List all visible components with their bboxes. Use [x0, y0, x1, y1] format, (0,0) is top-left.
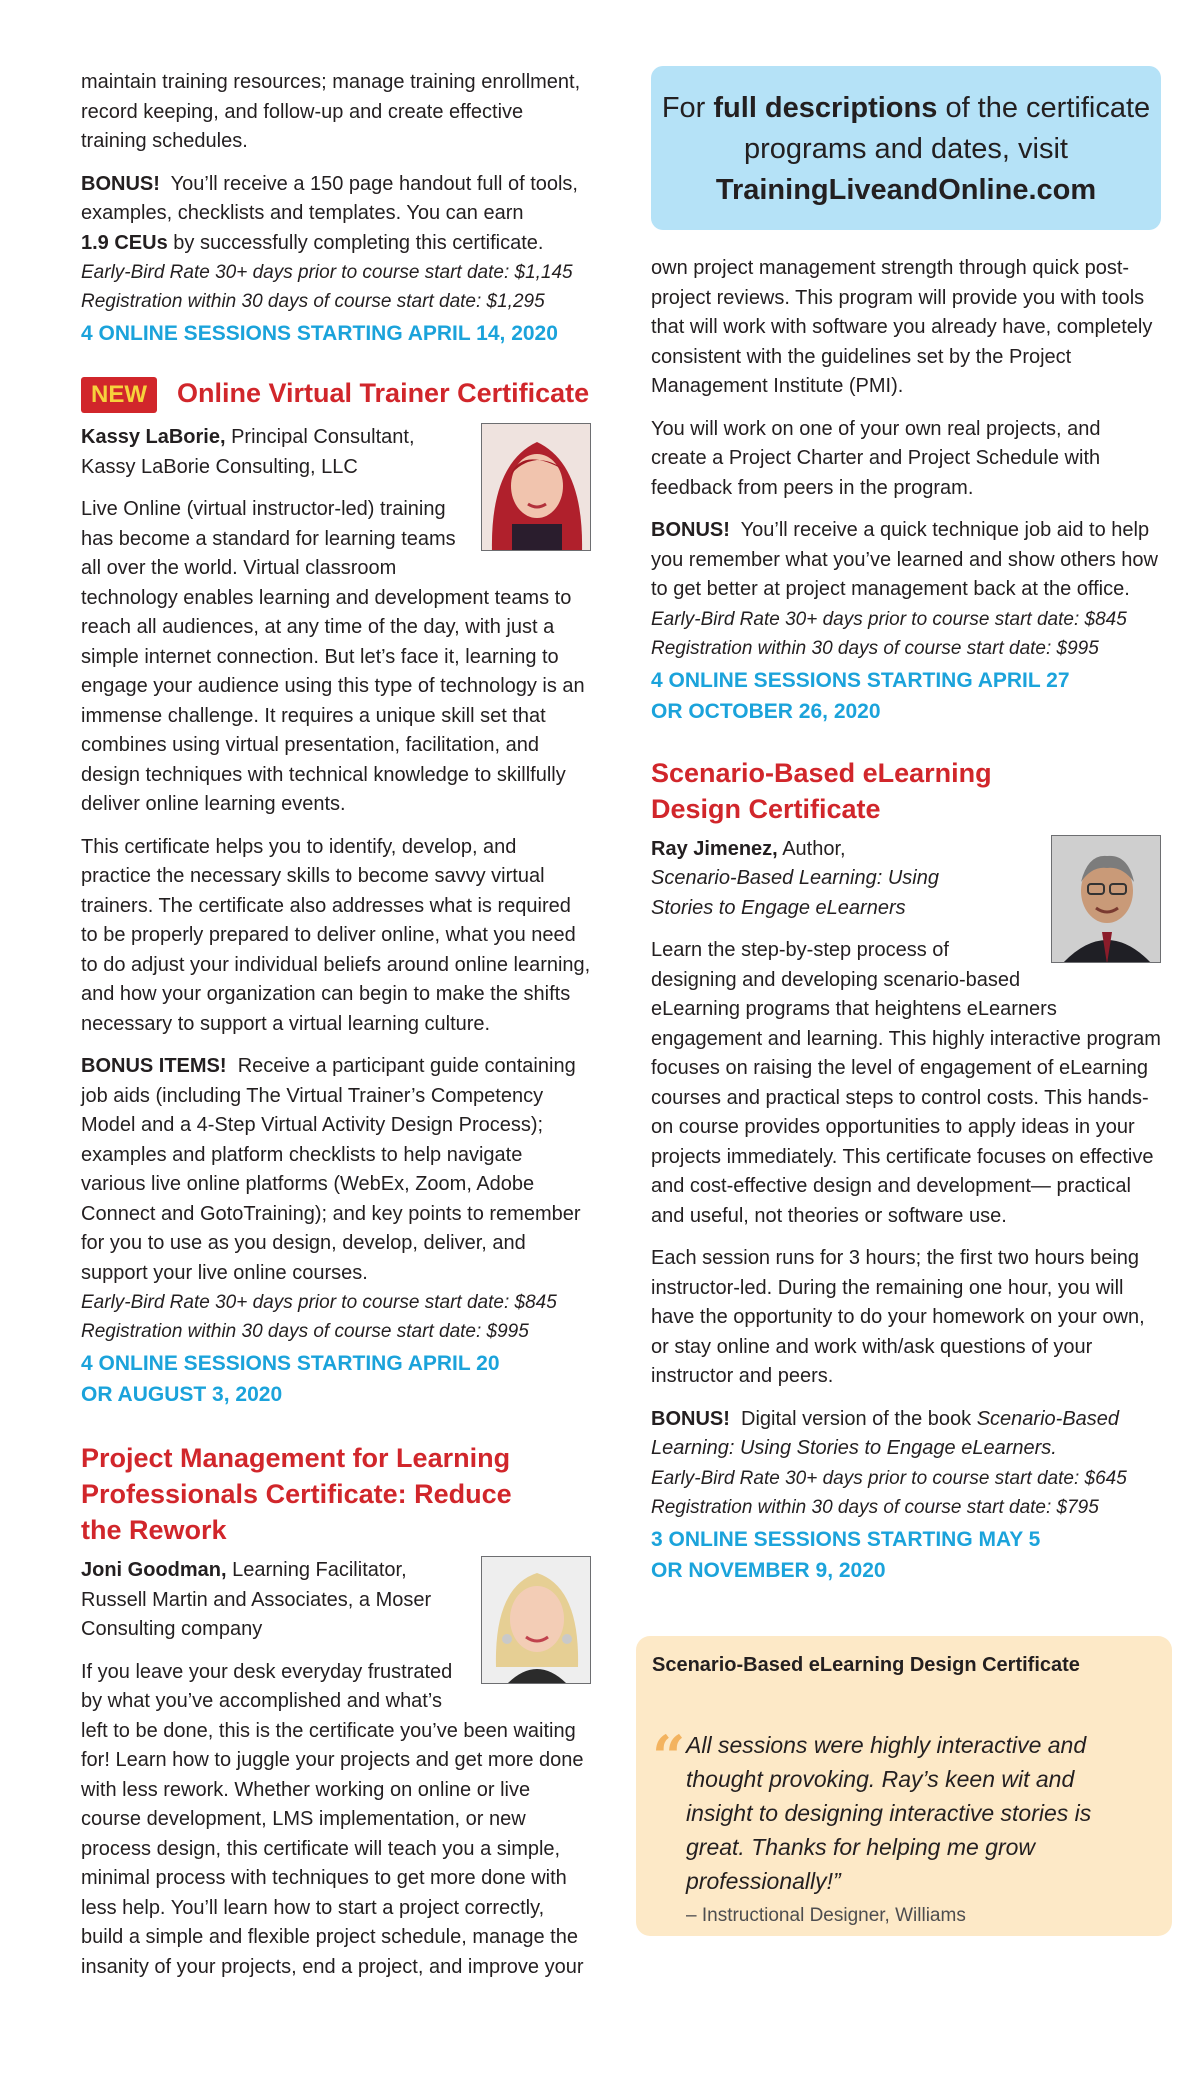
early-bird-rate: Early-Bird Rate 30+ days prior to course start date: $1,145: [81, 262, 573, 283]
section-virtual-trainer: [81, 375, 591, 1410]
bonus-ceus: 1.9 CEUs: [81, 231, 168, 254]
callout-emphasis: full descriptions: [713, 92, 938, 124]
sessions-info: 4 ONLINE SESSIONS STARTING APRIL 27: [651, 668, 1070, 692]
bonus-book-title: Scenario-Based Learning: Using Stories to Engage eLearners.: [651, 1407, 1120, 1459]
author-role: Learning Facilitator, Russell Martin and Associates, a Moser Consulting company: [81, 1559, 432, 1640]
registration-rate: Registration within 30 days of course start date: $995: [651, 637, 1099, 659]
section-title-line-2: Design Certificate: [651, 793, 881, 824]
website-link[interactable]: TrainingLiveandOnline.com: [715, 174, 1097, 206]
section-title-line-1: Project Management for Learning: [81, 1443, 511, 1473]
author-photo: [481, 1556, 591, 1684]
bonus-label: BONUS!: [81, 172, 160, 195]
callout-for: For: [661, 92, 706, 124]
continued-paragraph: own project management strength through quick post-project reviews. This program will provide you with tools that will work with software you already have, completely consistent with the guidelines set by the Project Management Institute (PMI).: [651, 257, 1153, 397]
section-scenario-based: [651, 755, 1161, 1586]
portrait-image: [482, 1557, 591, 1684]
author-photo: [481, 423, 591, 551]
bonus-text-2: by successfully completing this certificate.: [173, 231, 544, 254]
callout-line-1: [651, 88, 1161, 129]
right-column: [651, 254, 1161, 1586]
portrait-image: [1052, 836, 1161, 963]
section-title-line-1: Scenario-Based eLearning: [651, 757, 992, 788]
intro-paragraph: maintain training resources; manage training enrollment, record keeping, and follow-up and create effective training schedules.: [81, 71, 581, 152]
continued-paragraph-2: You will work on one of your own real projects, and create a Project Charter and Project Schedule with feedback from peers in the program.: [651, 417, 1101, 499]
sessions-info: 4 ONLINE SESSIONS STARTING APRIL 20: [81, 1352, 500, 1375]
testimonial-quote: All sessions were highly interactive and thought provoking. Ray’s keen wit and insight to designing interactive stories is great. Thanks for helping me grow professionally!”: [686, 1732, 1092, 1894]
early-bird-rate: Early-Bird Rate 30+ days prior to course start date: $845: [81, 1292, 557, 1313]
bonus-text: You’ll receive a quick technique job aid to help you remember what you’ve learned and show others how to get better at project management back at the office.: [651, 519, 1158, 600]
testimonial-title: Scenario-Based eLearning Design Certificate: [652, 1654, 1080, 1676]
sessions-info: 4 ONLINE SESSIONS STARTING APRIL 14, 2020: [81, 322, 558, 345]
bonus-text: You’ll receive a 150 page handout full of tools, examples, checklists and templates. You can earn: [81, 172, 578, 224]
bonus-paragraph: [81, 170, 591, 259]
sessions-info-2: OR NOVEMBER 9, 2020: [651, 1558, 886, 1582]
registration-rate: Registration within 30 days of course start date: $795: [651, 1496, 1099, 1518]
description-paragraph-2: This certificate helps you to identify, develop, and practice the necessary skills to become savvy virtual trainers. The certificate also addresses what is required to be properly prepared to deliver online, what you need to do adjust your individual beliefs around online learning, and how your organization can begin to make the shifts necessary to support a virtual learning culture.: [81, 835, 591, 1035]
book-title-line-1: Scenario-Based Learning: Using: [651, 867, 939, 889]
section-title-line-3: the Rework: [81, 1515, 227, 1545]
description-paragraph: If you leave your desk everyday frustrated by what you’ve accomplished and what’s left to be done, this is the certificate you’ve been waiting for! Learn how to juggle your projects and get more done with less rework. Whether working on online or live course development, LMS implementation, or new process design, this certificate will teach you a simple, minimal process with techniques to get more done with less help. You’ll learn how to start a project correctly, build a simple and flexible project schedule, manage the insanity of your projects, end a project, and improve your: [81, 1660, 584, 1978]
callout-rest: of the certificate: [945, 92, 1151, 124]
quote-mark-icon: “: [652, 1723, 686, 1791]
author-photo: [1051, 835, 1161, 963]
description-paragraph: Learn the step-by-step process of designing and developing scenario-based eLearning programs that heightens eLearners engagement and learning. This highly interactive program focuses on raising the level of engagement of eLearning courses and practical steps to control costs. This hands-on course provides opportunities to apply ideas in your projects immediately. This certificate focuses on effective and cost-effective design and development— practical and useful, not theories or software use.: [651, 939, 1161, 1227]
portrait-image: [482, 424, 591, 551]
new-badge: NEW: [81, 377, 157, 413]
bonus-label: BONUS!: [651, 1407, 730, 1430]
book-title-line-2: Stories to Engage eLearners: [651, 896, 906, 919]
description-paragraph: Live Online (virtual instructor-led) training has become a standard for learning teams all over the world. Virtual classroom technology enables learning and development teams to reach all audiences, at any time of the day, with just a simple internet connection. But let’s face it, learning to engage your audience using this type of technology is an immense challenge. It requires a unique skill set that combines using virtual presentation, facilitation, and design techniques with technical knowledge to skillfully deliver online learning events.: [81, 498, 585, 815]
author-name: Kassy LaBorie,: [81, 426, 226, 448]
callout-line-2: programs and dates, visit: [744, 133, 1068, 165]
author-name: Ray Jimenez,: [651, 837, 778, 860]
bonus-paragraph: [81, 1052, 591, 1288]
sessions-info-2: OR OCTOBER 26, 2020: [651, 699, 881, 723]
early-bird-rate: Early-Bird Rate 30+ days prior to course start date: $845: [651, 608, 1127, 630]
section-title: [81, 1440, 591, 1548]
sessions-info-2: OR AUGUST 3, 2020: [81, 1383, 283, 1406]
bonus-label: BONUS ITEMS!: [81, 1055, 227, 1077]
section-title: [81, 375, 591, 413]
registration-rate: Registration within 30 days of course start date: $995: [81, 1321, 529, 1342]
bonus-text: Digital version of the book: [741, 1407, 972, 1430]
author-role: Principal Consultant, Kassy LaBorie Consulting, LLC: [81, 426, 415, 478]
section-project-management: [81, 1440, 591, 1982]
bonus-text: Receive a participant guide containing job aids (including The Virtual Trainer’s Competency Model and a 4-Step Virtual Activity Design Process); examples and platform checklists to help navigate various live online platforms (WebEx, Zoom, Adobe Connect and GotoTraining); and key points to remember for you to use as you design, develop, deliver, and support your live online courses.: [81, 1055, 581, 1284]
author-name: Joni Goodman,: [81, 1559, 227, 1581]
early-bird-rate: Early-Bird Rate 30+ days prior to course start date: $645: [651, 1467, 1127, 1489]
info-callout: [651, 66, 1161, 230]
section-title-text: Online Virtual Trainer Certificate: [177, 378, 590, 408]
section-title-line-2: Professionals Certificate: Reduce: [81, 1479, 512, 1509]
testimonial-box: [636, 1636, 1172, 1936]
bonus-paragraph: [651, 1405, 1161, 1464]
description-paragraph-2: Each session runs for 3 hours; the first two hours being instructor-led. During the remaining one hour, you will have the opportunity to do your homework on your own, or stay online and work with/ask questions of your instructor and peers.: [651, 1247, 1145, 1387]
section-title: [651, 755, 1161, 827]
author-role: Author,: [782, 837, 846, 860]
testimonial-attribution: – Instructional Designer, Williams: [686, 1905, 966, 1926]
bonus-paragraph: [651, 516, 1161, 605]
left-column: [81, 68, 591, 1982]
bonus-label: BONUS!: [651, 519, 730, 541]
sessions-info: 3 ONLINE SESSIONS STARTING MAY 5: [651, 1527, 1041, 1551]
registration-rate: Registration within 30 days of course start date: $1,295: [81, 291, 545, 312]
